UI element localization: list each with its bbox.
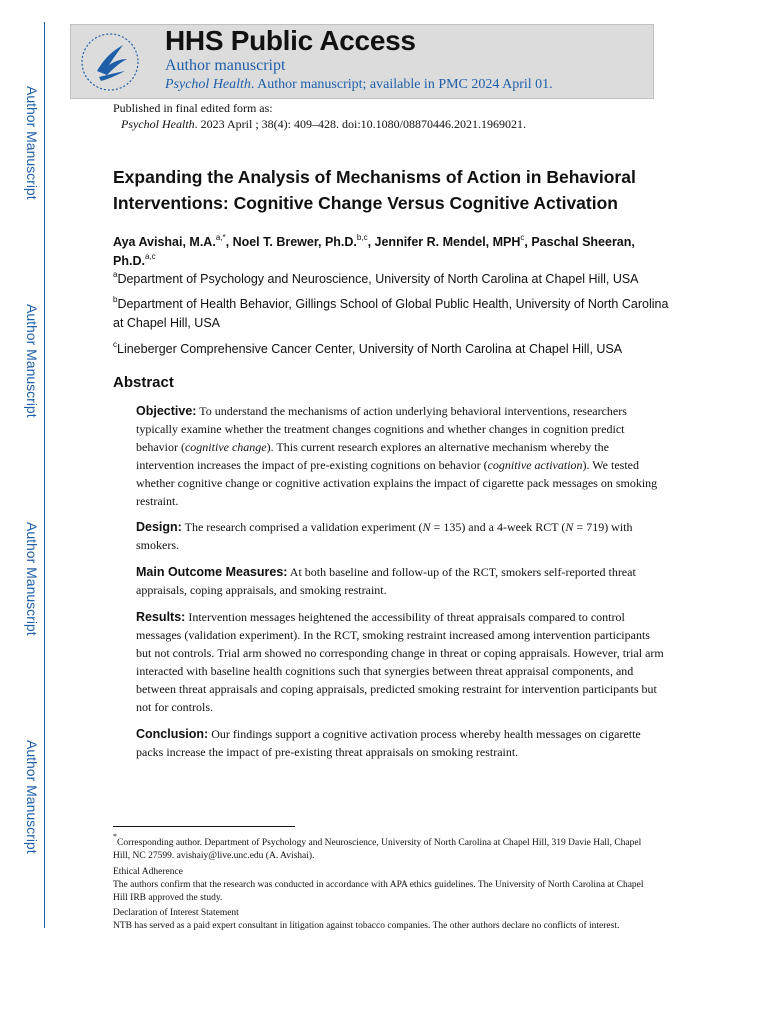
hhs-eagle-seal-icon (79, 31, 141, 93)
abstract-results: Results: Intervention messages heightened the accessibility of threat appraisals compared to control messages (validation experiment). In the RCT, smoking restraint increased among intervention participants but not controls. Trial arm showed no corresponding change in threat or coping appraisals. However, trial arm interacted with baseline health cognitions such that synergies between threat appraisal components, and between threat appraisals and coping appraisals, predicted smoking restraint for intervention participants but not for controls. (136, 610, 664, 714)
published-label: Published in final edited form as: (113, 101, 273, 115)
footnote-corresponding-author: *Corresponding author. Department of Psychology and Neuroscience, University of North Carolina at Chapel Hill, 319 Davie Hall, Chapel Hill, NC 27599. avishaiy@live.unc.edu (A. Avishai). (113, 832, 642, 861)
published-citation: Psychol Health. 2023 April ; 38(4): 409–428. doi:10.1080/08870446.2021.1969021. (121, 117, 526, 131)
author-manuscript-label: Author manuscript (165, 57, 286, 74)
affiliation: $^b$Department of Health Behavior, Gillings School of Global Public Health, University of North Carolina at Chapel Hill, USA (113, 295, 669, 330)
side-rule (44, 22, 45, 928)
footnote-ethics: The authors confirm that the research was conducted in accordance with APA ethics guidelines. The University of North Carolina at Chapel Hill IRB approved the study. (113, 880, 644, 903)
affiliation: $^c$Lineberger Comprehensive Cancer Center, University of North Carolina at Chapel Hill, USA (113, 340, 623, 356)
abstract-main-outcome-measures: Main Outcome Measures: At both baseline and follow-up of the RCT, smokers self-reported threat appraisals, coping appraisals, and smoking restraint. (136, 565, 636, 597)
author-name: Aya Avishai, M.A. (113, 235, 216, 249)
paper-title: Expanding the Analysis of Mechanisms of Action in Behavioral Interventions: Cognitive Change Versus Cognitive Activation (113, 167, 636, 213)
author-name: Noel T. Brewer, Ph.D. (232, 235, 357, 249)
abstract-conclusion: Conclusion: Our findings support a cognitive activation process whereby health messages on cigarette packs increase the impact of pre-existing threat appraisals on smoking restraint. (136, 727, 641, 759)
footnote-ethics-heading: Ethical Adherence (113, 867, 183, 877)
footnote-interest: NTB has served as a paid expert consultant in litigation against tobacco companies. The other authors declare no conflicts of interest. (113, 921, 620, 931)
affiliation: $^a$Department of Psychology and Neuroscience, University of North Carolina at Chapel Hill, USA (113, 270, 639, 286)
availability-line: Psychol Health. Author manuscript; available in PMC 2024 April 01. (165, 77, 553, 92)
hhs-banner (70, 24, 654, 99)
abstract-heading: Abstract (113, 374, 174, 391)
footnote-rule (113, 826, 295, 827)
author-list: Aya Avishai, M.A.$^{a,*}$, Noel T. Brewer, Ph.D.$^{b,c}$, Jennifer R. Mendel, MPH$^c$, Paschal Sheeran, Ph.D.$^{a,c}$ (113, 233, 635, 268)
hhs-public-access-title: HHS Public Access (165, 25, 416, 56)
footnote-interest-heading: Declaration of Interest Statement (113, 908, 239, 918)
abstract-objective: Objective: To understand the mechanisms of action underlying behavioral interventions, researchers typically examine whether the treatment changes cognitions and whether changes in cognition predict behavior (cognitive change). This current research explores an alternative mechanism whereby the intervention increases the impact of pre-existing cognitions on behavior (cognitive activation). We tested whether cognitive change or cognitive activation explains the impact of cigarette pack messages on smoking restraint. (136, 404, 658, 508)
journal-name: Psychol Health (165, 77, 251, 92)
author-name: Paschal Sheeran, Ph.D. (113, 235, 635, 268)
author-name: Jennifer R. Mendel, MPH (374, 235, 521, 249)
abstract-design: Design: The research comprised a validation experiment (N = 135) and a 4-week RCT (N = 719) with smokers. (136, 520, 633, 552)
